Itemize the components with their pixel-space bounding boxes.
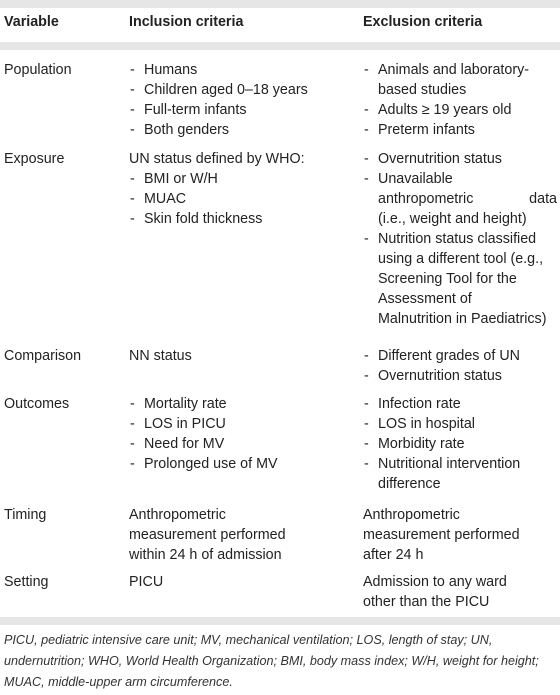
list-item: - Both genders [129, 120, 308, 140]
list-item: - Overnutrition status [363, 366, 520, 386]
comparison-exclusion-list [363, 346, 520, 386]
list-item: - Humans [129, 60, 308, 80]
list-item: - Nutrition status classified using a different tool (e.g., Screening Tool for the Assessment of Malnutrition in Paediatrics) [363, 229, 557, 329]
list-item: - Full-term infants [129, 100, 308, 120]
setting-inclusion: PICU [129, 574, 164, 590]
setting-exclusion: Admission to any ward other than the PICU [363, 574, 507, 610]
table-footnote: PICU, pediatric intensive care unit; MV, mechanical ventilation; LOS, length of stay; UN, undernutrition; WHO, World Health Organization; BMI, body mass index; W/H, weight for height; MUAC, middle-upper arm circumference. [4, 633, 539, 689]
list-item: - Unavailable anthropometric data (i.e., weight and height) [363, 169, 557, 229]
list-item: - Nutritional intervention difference [363, 454, 520, 494]
header-variable: Variable [4, 14, 59, 30]
header-inclusion-criteria: Inclusion criteria [129, 14, 244, 30]
list-item: - Children aged 0–18 years [129, 80, 308, 100]
list-item: - Different grades of UN [363, 346, 520, 366]
exposure-exclusion-list [363, 149, 557, 329]
exposure-inclusion-block [129, 149, 305, 229]
row-label-setting: Setting [4, 574, 49, 590]
list-item: - BMI or W/H [129, 169, 305, 189]
table-bottom-rule [0, 617, 560, 625]
list-item: - LOS in PICU [129, 414, 278, 434]
list-item: - LOS in hospital [363, 414, 520, 434]
population-exclusion-list [363, 60, 529, 140]
list-item: - Need for MV [129, 434, 278, 454]
list-item: - Overnutrition status [363, 149, 557, 169]
outcomes-inclusion-list [129, 394, 278, 474]
table-top-rule [0, 0, 560, 8]
timing-inclusion: Anthropometric measurement performed within 24 h of admission [129, 507, 286, 563]
list-item: - Preterm infants [363, 120, 529, 140]
outcomes-exclusion-list [363, 394, 520, 494]
list-item: - Mortality rate [129, 394, 278, 414]
list-item: - Animals and laboratory- based studies [363, 60, 529, 100]
exposure-inclusion-list [129, 169, 305, 229]
population-inclusion-list [129, 60, 308, 140]
header-bottom-rule [0, 42, 560, 50]
row-label-exposure: Exposure [4, 151, 65, 167]
row-label-timing: Timing [4, 507, 47, 523]
header-exclusion-criteria: Exclusion criteria [363, 14, 483, 30]
comparison-inclusion: NN status [129, 348, 192, 364]
list-item: - Adults ≥ 19 years old [363, 100, 529, 120]
row-label-population: Population [4, 62, 72, 78]
list-item: - Skin fold thickness [129, 209, 305, 229]
list-item: - Infection rate [363, 394, 520, 414]
list-item: - MUAC [129, 189, 305, 209]
list-item: - Prolonged use of MV [129, 454, 278, 474]
row-label-outcomes: Outcomes [4, 396, 70, 412]
exposure-inclusion-intro: UN status defined by WHO: [129, 151, 305, 167]
list-item: - Morbidity rate [363, 434, 520, 454]
timing-exclusion: Anthropometric measurement performed after 24 h [363, 507, 520, 563]
row-label-comparison: Comparison [4, 348, 82, 364]
